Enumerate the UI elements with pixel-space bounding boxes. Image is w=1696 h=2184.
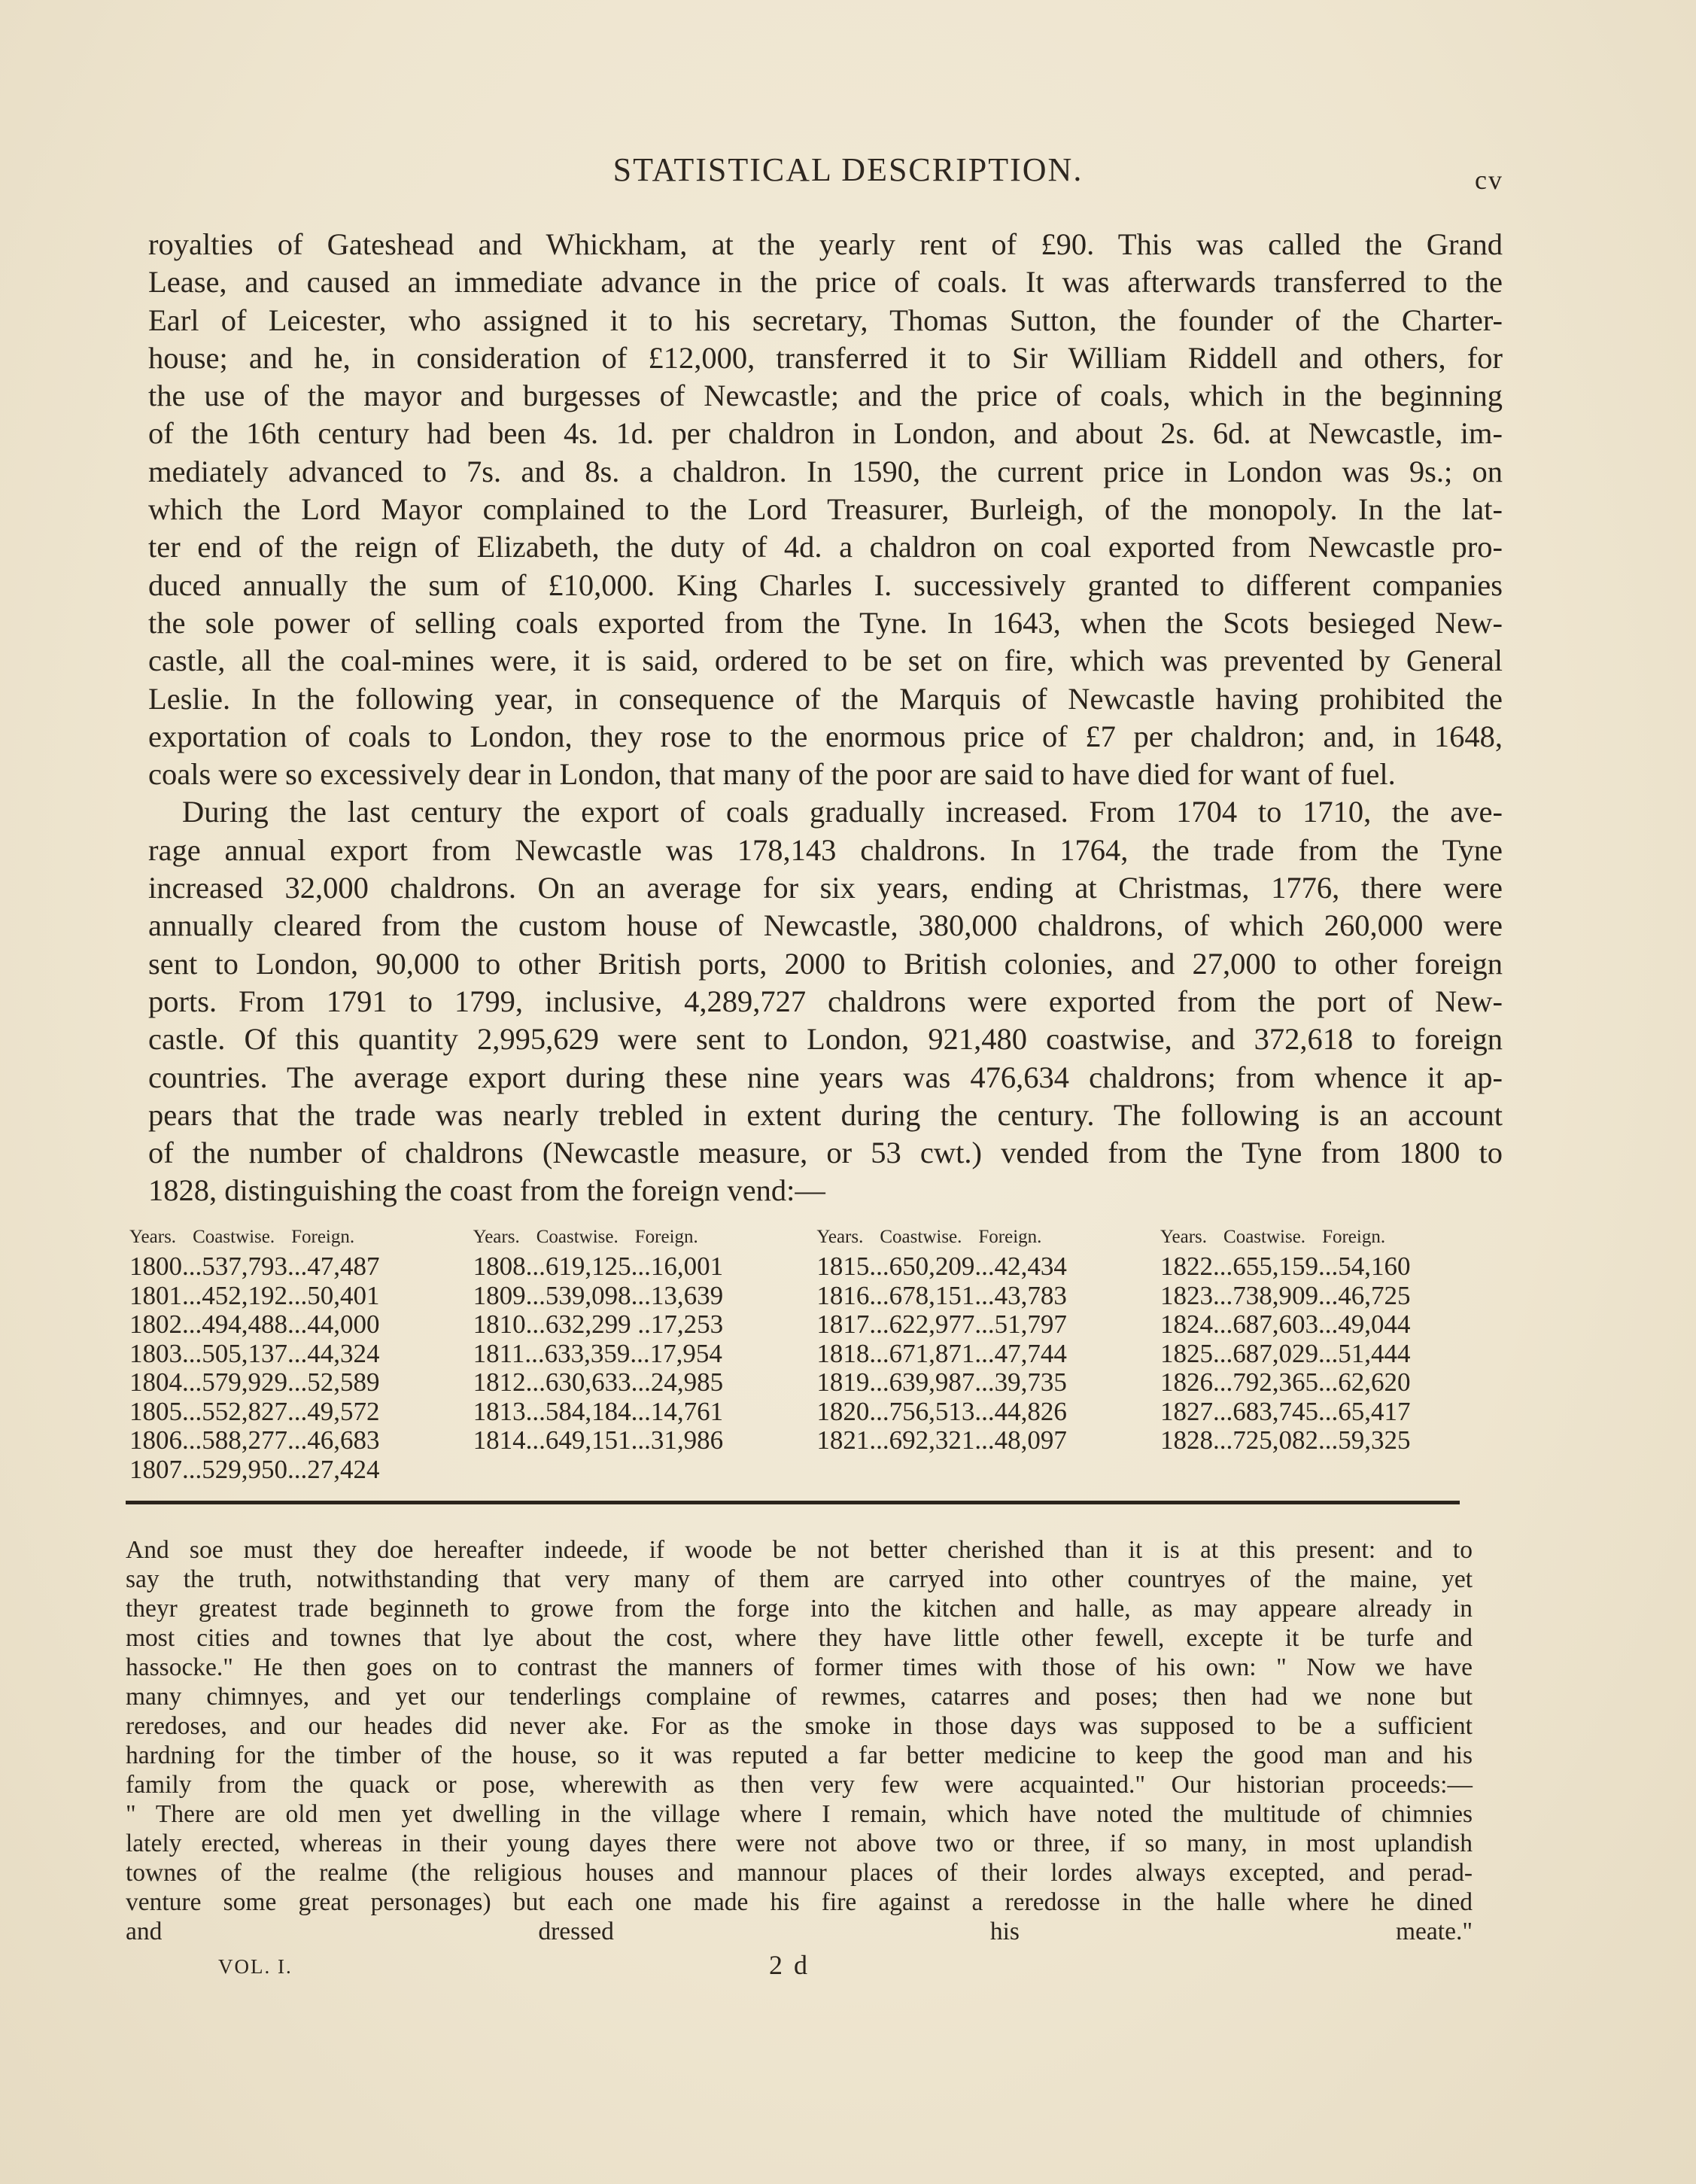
table-row: 1817...622,977...51,797 <box>816 1309 1067 1339</box>
text-line: 1828, distinguishing the coast from the foreign vend:— <box>148 1173 825 1208</box>
table-row: 1803...505,137...44,324 <box>129 1338 380 1368</box>
text-line: During the last century the export of coals gradually increased. From 1704 to 1710, the ave- <box>182 795 1503 829</box>
footnote <box>126 1535 1473 1946</box>
table-row: 1813...584,184...14,761 <box>473 1396 724 1426</box>
footnote-line: " There are old men yet dwelling in the village where I remain, which have noted the multitude of chimnies <box>126 1800 1473 1828</box>
header-coastwise: Coastwise. <box>193 1227 275 1247</box>
header-coastwise: Coastwise. <box>536 1227 619 1247</box>
table-row: 1809...539,098...13,639 <box>473 1280 724 1310</box>
footnote-line: And soe must they doe hereafter indeede, if woode be not better cherished than it is at this present: and to <box>126 1536 1473 1564</box>
table-row: 1810...632,299 ..17,253 <box>473 1309 724 1339</box>
body-text <box>148 226 1503 1210</box>
footnote-line: family from the quack or pose, wherewith as then very few were acquainted." Our historian proceeds:— <box>126 1771 1473 1799</box>
table-row: 1815...650,209...42,434 <box>816 1252 1067 1281</box>
table-column <box>816 1227 1132 1484</box>
footnote-line: most cities and townes that lye about the cost, where they have little other fewell, excepte it be turfe and <box>126 1624 1473 1652</box>
table-row: 1819...639,987...39,735 <box>816 1367 1067 1397</box>
text-line: countries. The average export during these nine years was 476,634 chaldrons; from whence it ap- <box>148 1060 1503 1094</box>
footnote-line: townes of the realme (the religious houses and mannour places of their lordes always excepted, and perad- <box>126 1859 1473 1887</box>
footnote-line: say the truth, notwithstanding that very many of them are carryed into other countryes of the maine, yet <box>126 1565 1473 1593</box>
table-row: 1802...494,488...44,000 <box>129 1309 380 1339</box>
table-row: 1812...630,633...24,985 <box>473 1367 724 1397</box>
table-row: 1801...452,192...50,401 <box>129 1280 380 1310</box>
text-line: of the number of chaldrons (Newcastle measure, or 53 cwt.) vended from the Tyne from 1800 to <box>148 1136 1503 1170</box>
text-line: Lease, and caused an immediate advance in the price of coals. It was afterwards transferred to the <box>148 265 1503 300</box>
table-row: 1804...579,929...52,589 <box>129 1367 380 1397</box>
text-line: pears that the trade was nearly trebled in extent during the century. The following is an account <box>148 1097 1503 1132</box>
footnote-line: hardning for the timber of the house, so it was reputed a far better medicine to keep the good man and his <box>126 1741 1473 1769</box>
table-row: 1811...633,359...17,954 <box>473 1338 722 1368</box>
signature-mark: 2 d <box>769 1950 810 1980</box>
text-line: which the Lord Mayor complained to the Lord Treasurer, Burleigh, of the monopoly. In the lat- <box>148 492 1503 527</box>
text-line: the sole power of selling coals exported from the Tyne. In 1643, when the Scots besieged New- <box>148 605 1503 640</box>
header-years: Years. <box>816 1227 864 1247</box>
table-header <box>816 1227 1132 1248</box>
table-row: 1823...738,909...46,725 <box>1160 1280 1411 1310</box>
text-line: house; and he, in consideration of £12,000, transferred it to Sir William Riddell and others, for <box>148 340 1503 375</box>
table-row: 1822...655,159...54,160 <box>1160 1252 1411 1281</box>
text-line: ports. From 1791 to 1799, inclusive, 4,289,727 chaldrons were exported from the port of New- <box>148 984 1503 1018</box>
text-line: royalties of Gateshead and Whickham, at the yearly rent of £90. This was called the Grand <box>148 227 1503 261</box>
text-line: sent to London, 90,000 to other British ports, 2000 to British colonies, and 27,000 to other foreign <box>148 946 1503 981</box>
footnote-line: many chimnyes, and yet our tenderlings complaine of rewmes, catarres and poses; then had we none but <box>126 1683 1473 1711</box>
text-line: castle, all the coal-mines were, it is said, ordered to be set on fire, which was prevented by General <box>148 643 1503 678</box>
header-foreign: Foreign. <box>634 1227 698 1247</box>
text-line: mediately advanced to 7s. and 8s. a chaldron. In 1590, the current price in London was 9s.; on <box>148 454 1503 488</box>
table-row: 1808...619,125...16,001 <box>473 1252 724 1281</box>
table-row: 1807...529,950...27,424 <box>129 1454 380 1484</box>
table-row: 1800...537,793...47,487 <box>129 1252 380 1281</box>
table-column <box>129 1227 445 1484</box>
paragraph <box>148 226 1503 793</box>
header-coastwise: Coastwise. <box>1223 1227 1306 1247</box>
table-column <box>1160 1227 1476 1484</box>
table-row: 1805...552,827...49,572 <box>129 1396 380 1426</box>
footnote-line: theyr greatest trade beginneth to growe from the forge into the kitchen and halle, as may appeare already in <box>126 1595 1473 1623</box>
table-row: 1825...687,029...51,444 <box>1160 1338 1411 1368</box>
footnote-line: venture some great personages) but each one made his fire against a reredosse in the halle where he dined <box>126 1888 1473 1916</box>
table-column <box>473 1227 789 1484</box>
footnote-line: lately erected, whereas in their young dayes there were not above two or three, if so many, in most uplandish <box>126 1830 1473 1857</box>
text-line: the use of the mayor and burgesses of Newcastle; and the price of coals, which in the beginning <box>148 379 1503 413</box>
header-years: Years. <box>129 1227 177 1247</box>
table-row: 1816...678,151...43,783 <box>816 1280 1067 1310</box>
header-foreign: Foreign. <box>978 1227 1042 1247</box>
header-coastwise: Coastwise. <box>880 1227 962 1247</box>
text-line: of the 16th century had been 4s. 1d. per chaldron in London, and about 2s. 6d. at Newcastle, im- <box>148 416 1503 451</box>
footnote-line: and dressed his meate." <box>126 1918 1473 1945</box>
text-line: exportation of coals to London, they rose to the enormous price of £7 per chaldron; and, in 1648, <box>148 719 1503 753</box>
page-title: STATISTICAL DESCRIPTION. <box>612 151 1084 188</box>
header-foreign: Foreign. <box>291 1227 355 1247</box>
text-line: Leslie. In the following year, in consequence of the Marquis of Newcastle having prohibited the <box>148 681 1503 716</box>
header-years: Years. <box>473 1227 520 1247</box>
text-line: coals were so excessively dear in London, that many of the poor are said to have died for want of fuel. <box>148 757 1396 792</box>
table-row: 1824...687,603...49,044 <box>1160 1309 1411 1339</box>
footnote-line: reredoses, and our heades did never ake. For as the smoke in those days was supposed to be a sufficient <box>126 1712 1473 1740</box>
table-header <box>1160 1227 1476 1248</box>
table-row: 1827...683,745...65,417 <box>1160 1396 1411 1426</box>
table-row: 1828...725,082...59,325 <box>1160 1425 1411 1455</box>
volume-label: VOL. I. <box>218 1955 293 1978</box>
header-years: Years. <box>1160 1227 1208 1247</box>
paragraph <box>148 793 1503 1209</box>
text-line: duced annually the sum of £10,000. King Charles I. successively granted to different companies <box>148 567 1503 602</box>
header-foreign: Foreign. <box>1322 1227 1386 1247</box>
text-line: increased 32,000 chaldrons. On an average for six years, ending at Christmas, 1776, there were <box>148 871 1503 905</box>
table-row: 1806...588,277...46,683 <box>129 1425 380 1455</box>
table-row: 1818...671,871...47,744 <box>816 1338 1067 1368</box>
text-line: annually cleared from the custom house of Newcastle, 380,000 chaldrons, of which 260,000 were <box>148 908 1503 943</box>
table-header <box>129 1227 445 1248</box>
coal-vend-table <box>129 1227 1476 1484</box>
table-row: 1820...756,513...44,826 <box>816 1396 1067 1426</box>
text-line: ter end of the reign of Elizabeth, the duty of 4d. a chaldron on coal exported from Newcastle pro- <box>148 530 1503 564</box>
page-number: cv <box>1475 165 1503 195</box>
text-line: rage annual export from Newcastle was 178,143 chaldrons. In 1764, the trade from the Tyne <box>148 832 1503 867</box>
text-line: castle. Of this quantity 2,995,629 were sent to London, 921,480 coastwise, and 372,618 to foreign <box>148 1022 1503 1057</box>
table-row: 1814...649,151...31,986 <box>473 1425 724 1455</box>
table-row: 1821...692,321...48,097 <box>816 1425 1067 1455</box>
text-line: Earl of Leicester, who assigned it to his secretary, Thomas Sutton, the founder of the Charter- <box>148 303 1503 337</box>
footnote-line: hassocke." He then goes on to contrast the manners of former times with those of his own: " Now we have <box>126 1653 1473 1681</box>
divider-rule <box>126 1501 1460 1504</box>
table-row: 1826...792,365...62,620 <box>1160 1367 1411 1397</box>
table-header <box>473 1227 789 1248</box>
